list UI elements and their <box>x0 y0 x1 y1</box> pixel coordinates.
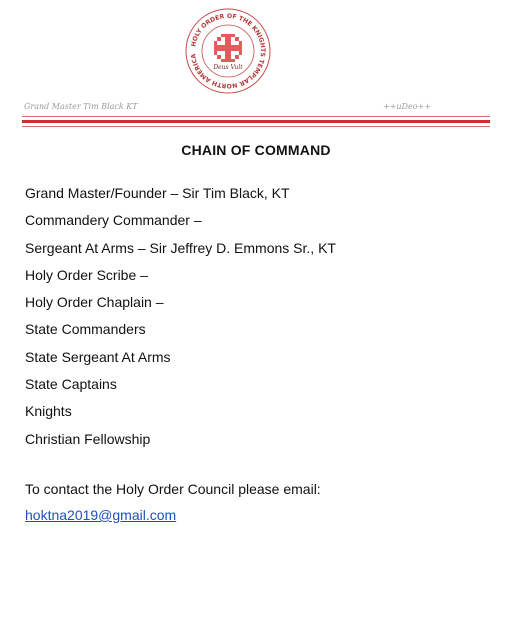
command-item: Commandery Commander – <box>25 212 202 229</box>
contact-instructions: To contact the Holy Order Council please email: <box>25 481 321 497</box>
order-seal-logo <box>183 6 273 96</box>
command-item: State Commanders <box>25 321 146 338</box>
command-item: Grand Master/Founder – Sir Tim Black, KT <box>25 185 290 201</box>
header-divider-bottom <box>22 126 490 127</box>
command-item: Holy Order Chaplain – <box>25 294 164 311</box>
seal-motto: Deus Vult <box>213 64 243 71</box>
header-divider-top <box>22 116 490 117</box>
header-signature: Grand Master Tim Black KT <box>24 102 138 111</box>
page-title: CHAIN OF COMMAND <box>181 142 331 158</box>
command-item: State Captains <box>25 376 117 393</box>
header-motto: ++uDeo++ <box>383 102 431 111</box>
header-divider-main <box>22 120 490 123</box>
command-item: Sergeant At Arms – Sir Jeffrey D. Emmons Sr., KT <box>25 239 336 256</box>
command-item: State Sergeant At Arms <box>25 348 171 365</box>
command-item: Christian Fellowship <box>25 430 151 447</box>
command-item: Holy Order Scribe – <box>25 266 148 283</box>
svg-text:HOLY ORDER OF THE KNIGHTS TEMP: HOLY ORDER OF THE KNIGHTS TEMPLAR NORTH AMERICA <box>190 12 267 90</box>
chain-of-command-list <box>25 185 336 458</box>
command-item: Knights <box>25 403 72 420</box>
contact-email-link[interactable]: hoktna2019@gmail.com <box>25 507 177 523</box>
